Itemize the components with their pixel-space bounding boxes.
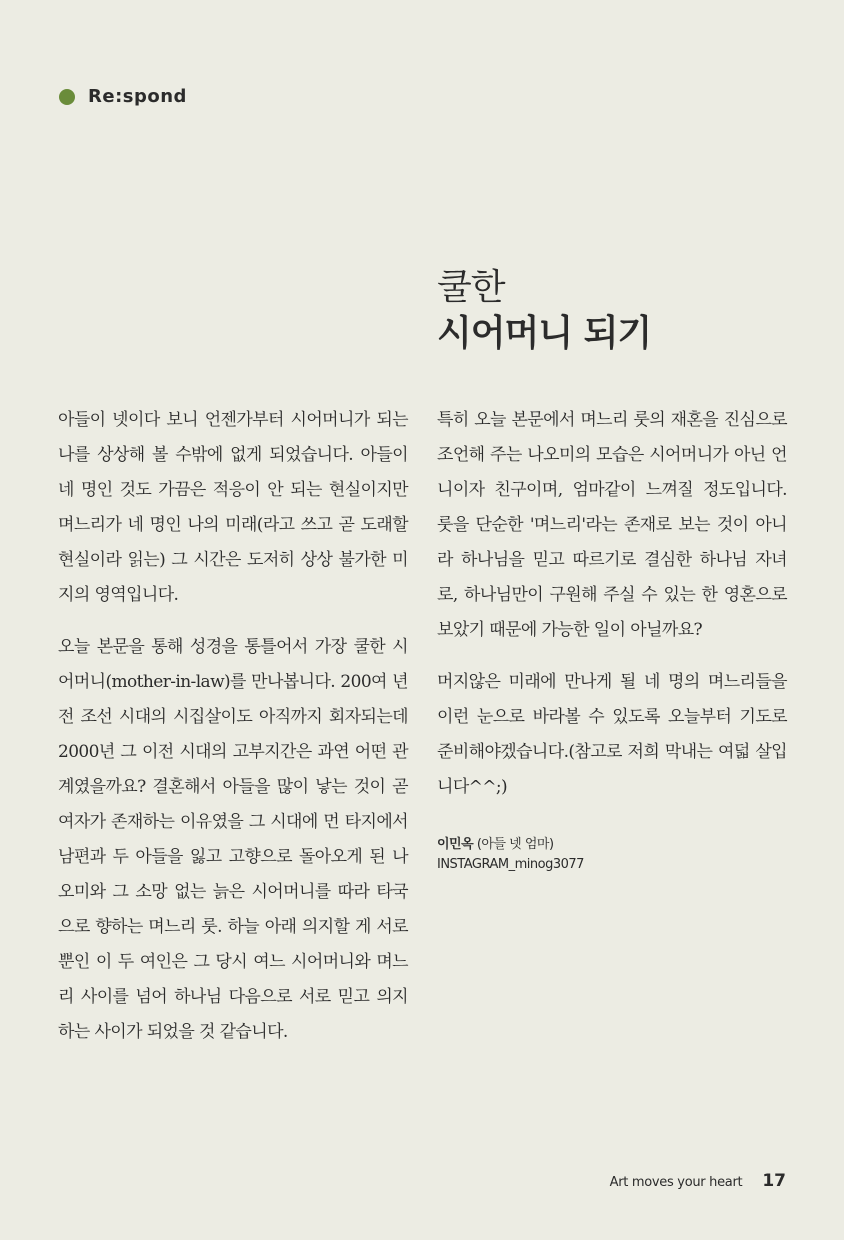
author-info xyxy=(437,835,787,875)
author-note: (아들 넷 엄마) xyxy=(476,837,554,852)
page-number: 17 xyxy=(762,1171,786,1191)
paragraph: 아들이 넷이다 보니 언젠가부터 시어머니가 되는 나를 상상해 볼 수밖에 없게 되었습니다. 아들이 네 명인 것도 가끔은 적응이 안 되는 현실이지만 며느리가 네 명인 나의 미래(라고 쓰고 곧 도래할 현실이라 읽는) 그 시간은 도저히 상상 불가한 미지의 영역입니다. xyxy=(58,410,408,605)
section-dot-icon xyxy=(59,89,75,105)
section-label: Re:spond xyxy=(88,86,187,107)
paragraph: 특히 오늘 본문에서 며느리 룻의 재혼을 진심으로 조언해 주는 나오미의 모습은 시어머니가 아닌 언니이자 친구이며, 엄마같이 느껴질 정도입니다. 룻을 단순한 '며느리'라는 존재로 보는 것이 아니라 하나님을 믿고 따르기로 결심한 하나님 자녀로, 하나님만이 구원해 주실 수 있는 한 영혼으로 보았기 때문에 가능한 일이 아닐까요? xyxy=(437,410,787,640)
page-footer xyxy=(610,1171,786,1191)
paragraph: 머지않은 미래에 만나게 될 네 명의 며느리들을 이런 눈으로 바라볼 수 있도록 오늘부터 기도로 준비해야겠습니다.(참고로 저희 막내는 여덟 살입니다^^;) xyxy=(437,672,787,797)
author-name: 이민옥 xyxy=(437,837,474,852)
article-title xyxy=(437,266,797,356)
paragraph: 오늘 본문을 통해 성경을 통틀어서 가장 쿨한 시어머니(mother-in-law)를 만나봅니다. 200여 년 전 조선 시대의 시집살이도 아직까지 회자되는데 2000년 그 이전 시대의 고부지간은 과연 어떤 관계였을까요? 결혼해서 아들을 많이 낳는 것이 곧 여자가 존재하는 이유였을 그 시대에 먼 타지에서 남편과 두 아들을 잃고 고향으로 돌아오게 된 나오미와 그 소망 없는 늙은 시어머니를 따라 타국으로 향하는 며느리 룻. 하늘 아래 의지할 게 서로뿐인 이 두 여인은 그 당시 여느 시어머니와 며느리 사이를 넘어 하나님 다음으로 서로 믿고 의지하는 사이가 되었을 것 같습니다. xyxy=(58,637,408,1042)
right-column xyxy=(437,403,787,875)
title-line-1: 쿨한 xyxy=(437,267,505,308)
section-header xyxy=(59,86,187,107)
author-instagram: INSTAGRAM_minog3077 xyxy=(437,857,584,872)
title-line-2: 시어머니 되기 xyxy=(437,313,652,354)
footer-tagline: Art moves your heart xyxy=(609,1175,743,1190)
author-line xyxy=(437,835,787,855)
left-column xyxy=(58,403,408,1067)
